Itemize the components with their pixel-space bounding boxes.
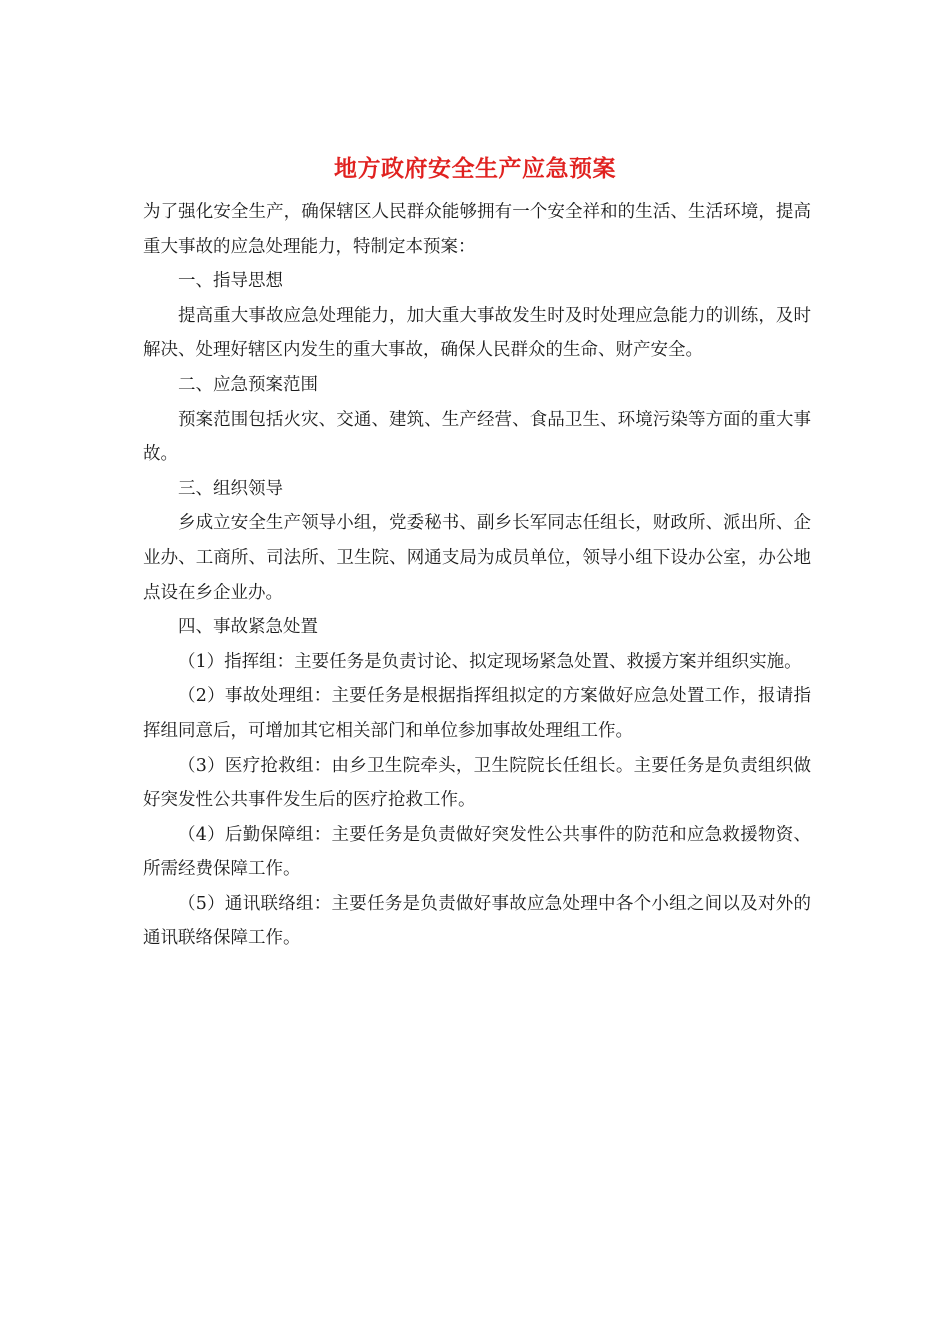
section-heading-guiding-ideology: 一、指导思想 [178,271,283,292]
section-paragraph-accident-handling-group: （2）事故处理组：主要任务是根据指挥组拟定的方案做好应急处置工作，报请指挥组同意后，可增加其它相关部门和单位参加事故处理组工作。 [143,686,811,741]
section-paragraph: 提高重大事故应急处理能力，加大重大事故发生时及时处理应急能力的训练，及时解决、处理好辖区内发生的重大事故，确保人民群众的生命、财产安全。 [143,305,811,361]
section-paragraph-command-group: （1）指挥组：主要任务是负责讨论、拟定现场紧急处置、救援方案并组织实施。 [178,651,802,672]
section-paragraph-logistics-group: （4）后勤保障组：主要任务是负责做好突发性公共事件的防范和应急救援物资、所需经费保障工作。 [143,824,811,880]
section-paragraph: 乡成立安全生产领导小组，党委秘书、副乡长军同志任组长，财政所、派出所、企业办、工商所、司法所、卫生院、网通支局为成员单位，领导小组下设办公室，办公地点设在乡企业办。 [143,513,811,603]
intro-paragraph: 为了强化安全生产，确保辖区人民群众能够拥有一个安全祥和的生活、生活环境，提高重大事故的应急处理能力，特制定本预案： [143,202,811,257]
document-title: 地方政府安全生产应急预案 [334,155,616,182]
section-paragraph-medical-rescue-group: （3）医疗抢救组：由乡卫生院牵头，卫生院院长任组长。主要任务是负责组织做好突发性公共事件发生后的医疗抢救工作。 [143,755,811,811]
section-paragraph: 预案范围包括火灾、交通、建筑、生产经营、食品卫生、环境污染等方面的重大事故。 [143,409,811,465]
section-heading-emergency-handling: 四、事故紧急处置 [178,617,318,638]
section-heading-plan-scope: 二、应急预案范围 [178,374,318,395]
section-heading-organization: 三、组织领导 [178,478,283,499]
section-paragraph-communications-group: （5）通讯联络组：主要任务是负责做好事故应急处理中各个小组之间以及对外的通讯联络保障工作。 [143,893,811,949]
document-body [143,195,811,956]
